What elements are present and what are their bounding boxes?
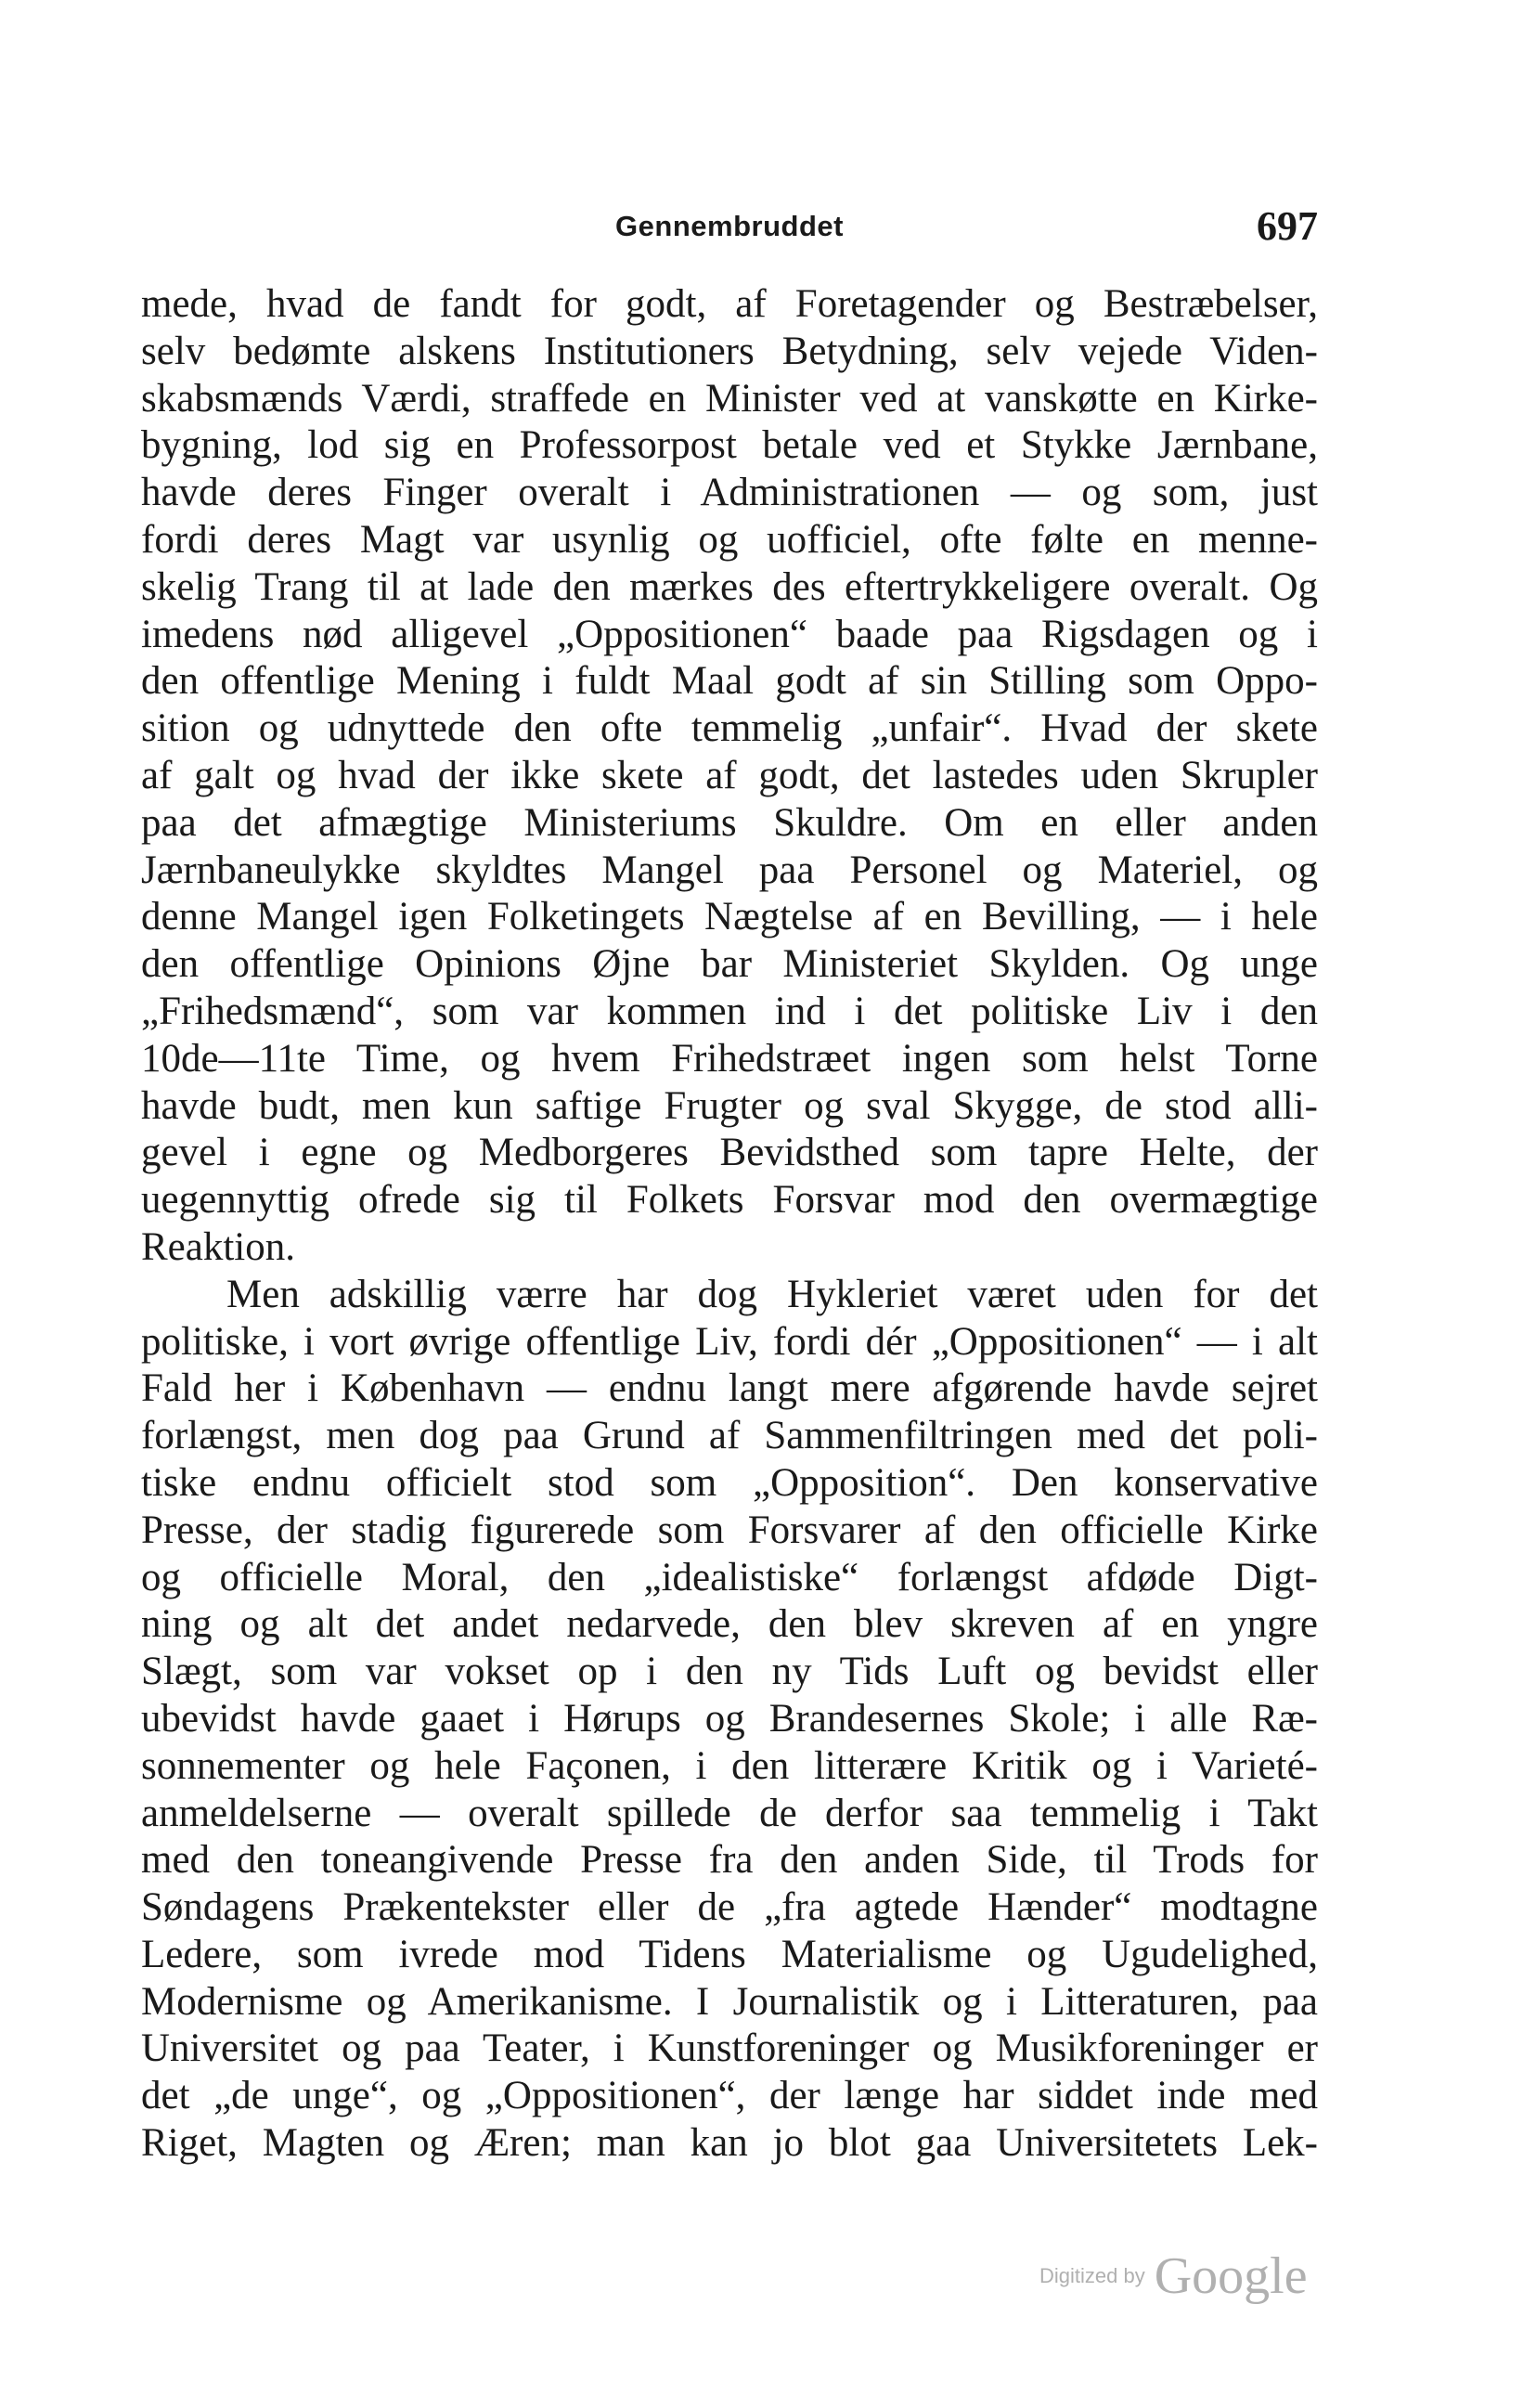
- text-line: Presse, der stadig figurerede som Forsvarer af den officielle Kirke: [141, 1508, 1318, 1552]
- digitized-by-watermark: [1039, 2246, 1355, 2305]
- text-line: sition og udnyttede den ofte temmelig „unfair“. Hvad der skete: [141, 706, 1318, 751]
- text-line: paa det afmægtige Ministeriums Skuldre. Om en eller anden: [141, 800, 1318, 845]
- text-line: forlængst, men dog paa Grund af Sammenfiltringen med det poli-: [141, 1414, 1318, 1458]
- page-header: [141, 202, 1318, 258]
- page-number: 697: [1257, 203, 1318, 249]
- text-line: skabsmænds Værdi, straffede en Minister ved at vanskøtte en Kirke-: [141, 376, 1318, 421]
- digitized-label: Digitized by: [1039, 2264, 1145, 2287]
- text-line: denne Mangel igen Folketingets Nægtelse af en Bevilling, — i hele: [141, 895, 1318, 939]
- text-line: 10de—11te Time, og hvem Frihedstræet ingen som helst Torne: [141, 1036, 1318, 1081]
- text-line: imedens nød alligevel „Oppositionen“ baade paa Rigsdagen og i: [141, 612, 1318, 656]
- text-line: det „de unge“, og „Oppositionen“, der længe har siddet inde med: [141, 2074, 1318, 2118]
- text-line: uegennyttig ofrede sig til Folkets Forsvar mod den overmægtige: [141, 1178, 1318, 1223]
- text-line: anmeldelserne — overalt spillede de derfor saa temmelig i Takt: [141, 1791, 1318, 1835]
- text-line: mede, hvad de fandt for godt, af Foretagender og Bestræbelser,: [141, 282, 1318, 326]
- text-line: og officielle Moral, den „idealistiske“ forlængst afdøde Digt-: [141, 1555, 1318, 1599]
- text-line: af galt og hvad der ikke skete af godt, det lastedes uden Skrupler: [141, 753, 1318, 797]
- text-line: havde deres Finger overalt i Administrationen — og som, just: [141, 471, 1318, 515]
- body-text: [141, 281, 1318, 2168]
- text-line: skelig Trang til at lade den mærkes des eftertrykkeligere overalt. Og: [141, 564, 1318, 609]
- text-line: Universitet og paa Teater, i Kunstforeninger og Musikforeninger er: [141, 2026, 1318, 2071]
- text-line: Modernisme og Amerikanisme. I Journalistik og i Litteraturen, paa: [141, 1979, 1318, 2024]
- text-line: bygning, lod sig en Professorpost betale ved et Stykke Jærnbane,: [141, 423, 1318, 468]
- text-line: Jærnbaneulykke skyldtes Mangel paa Personel og Materiel, og: [141, 848, 1318, 892]
- google-logo: Google: [1154, 2247, 1308, 2305]
- text-line: Riget, Magten og Æren; man kan jo blot gaa Universitetets Lek-: [141, 2121, 1318, 2166]
- text-line: tiske endnu officielt stod som „Opposition“. Den konservative: [141, 1460, 1318, 1505]
- text-line: den offentlige Opinions Øjne bar Ministeriet Skylden. Og unge: [141, 942, 1318, 987]
- running-head: Gennembruddet: [615, 210, 844, 242]
- paragraph-end-line: Reaktion.: [141, 1224, 295, 1269]
- text-line: den offentlige Mening i fuldt Maal godt af sin Stilling som Oppo-: [141, 659, 1318, 704]
- text-line: Ledere, som ivrede mod Tidens Materialisme og Ugudelighed,: [141, 1932, 1318, 1976]
- text-line: ubevidst havde gaaet i Hørups og Brandesernes Skole; i alle Ræ-: [141, 1696, 1318, 1741]
- text-line: med den toneangivende Presse fra den anden Side, til Trods for: [141, 1838, 1318, 1883]
- text-line: fordi deres Magt var usynlig og uofficiel, ofte følte en menne-: [141, 517, 1318, 562]
- paragraph-start-line: Men adskillig værre har dog Hykleriet været uden for det: [226, 1272, 1318, 1316]
- text-line: sonnementer og hele Façonen, i den litterære Kritik og i Varieté-: [141, 1743, 1318, 1788]
- text-line: Fald her i København — endnu langt mere afgørende havde sejret: [141, 1366, 1318, 1411]
- text-line: ning og alt det andet nedarvede, den blev skreven af en yngre: [141, 1602, 1318, 1647]
- text-line: selv bedømte alskens Institutioners Betydning, selv vejede Viden-: [141, 329, 1318, 373]
- text-line: Søndagens Prækentekster eller de „fra agtede Hænder“ modtagne: [141, 1885, 1318, 1930]
- text-line: Slægt, som var vokset op i den ny Tids Luft og bevidst eller: [141, 1650, 1318, 1694]
- text-line: havde budt, men kun saftige Frugter og sval Skygge, de stod alli-: [141, 1083, 1318, 1128]
- text-line: politiske, i vort øvrige offentlige Liv, fordi dér „Oppositionen“ — i alt: [141, 1319, 1318, 1364]
- text-line: gevel i egne og Medborgeres Bevidsthed som tapre Helte, der: [141, 1131, 1318, 1175]
- text-line: „Frihedsmænd“, som var kommen ind i det politiske Liv i den: [141, 989, 1318, 1033]
